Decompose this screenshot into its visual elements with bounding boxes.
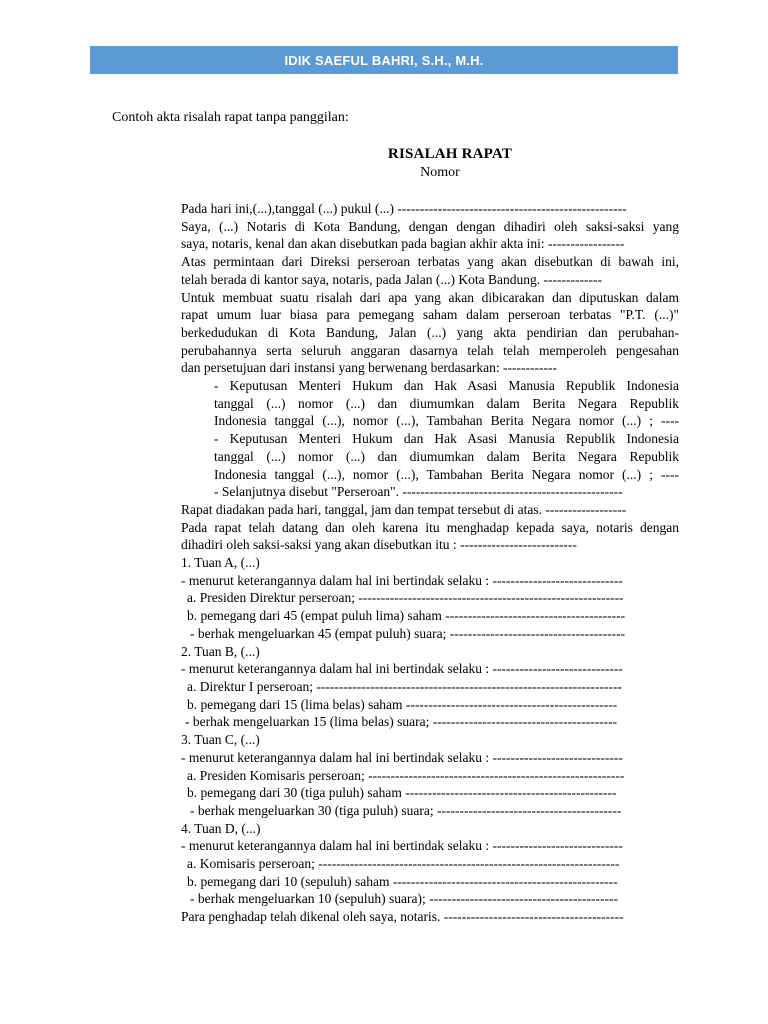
paragraph-line: Atas permintaan dari Direksi perseroan terbatas yang akan disebutkan di bawah ini, bbox=[181, 254, 679, 270]
party-detail-line: b. pemegang dari 10 (sepuluh) saham -------------------------------------------------- bbox=[187, 873, 618, 889]
party-detail-line: - menurut keterangannya dalam hal ini bertindak selaku : ----------------------------- bbox=[181, 572, 623, 588]
party-detail-line: - berhak mengeluarkan 45 (empat puluh) suara; --------------------------------------- bbox=[190, 625, 626, 641]
document-body bbox=[181, 200, 679, 926]
party-detail-line: - berhak mengeluarkan 10 (sepuluh) suara); ------------------------------------------ bbox=[190, 891, 618, 907]
paragraph-line: Para penghadap telah dikenal oleh saya, notaris. ---------------------------------------- bbox=[181, 909, 624, 925]
party-detail-line: b. pemegang dari 30 (tiga puluh) saham ----------------------------------------------- bbox=[187, 785, 617, 801]
paragraph-line: rapat umum luar biasa para pemegang saham dalam perseroan terbatas "P.T. (...)" bbox=[181, 307, 679, 323]
paragraph-line: perubahannya serta seluruh anggaran dasarnya telah telah memperoleh pengesahan bbox=[181, 342, 679, 358]
paragraph-line: telah berada di kantor saya, notaris, pada Jalan (...) Kota Bandung. ------------- bbox=[181, 271, 602, 287]
party-detail-line: a. Presiden Komisaris perseroan; --------------------------------------------------------- bbox=[187, 767, 625, 783]
paragraph-line: Pada rapat telah datang dan oleh karena itu menghadap kepada saya, notaris dengan bbox=[181, 519, 679, 535]
list-item-line: - Keputusan Menteri Hukum dan Hak Asasi Manusia Republik Indonesia bbox=[214, 431, 679, 447]
paragraph-line: berkedudukan di Kota Bandung, Jalan (...) yang akta pendirian dan perubahan- bbox=[181, 324, 679, 340]
party-detail-line: b. pemegang dari 45 (empat puluh lima) saham ---------------------------------------- bbox=[187, 608, 626, 624]
party-detail-line: - menurut keterangannya dalam hal ini bertindak selaku : ----------------------------- bbox=[181, 838, 623, 854]
paragraph-line: Rapat diadakan pada hari, tanggal, jam dan tempat tersebut di atas. ------------------ bbox=[181, 501, 627, 517]
paragraph-line: dihadiri oleh saksi-saksi yang akan disebutkan itu : -------------------------- bbox=[181, 537, 577, 553]
list-item-line: - Selanjutnya disebut "Perseroan". ------------------------------------------------- bbox=[214, 484, 623, 500]
intro-text: Contoh akta risalah rapat tanpa panggilan: bbox=[112, 110, 349, 125]
paragraph-line: Saya, (...) Notaris di Kota Bandung, dengan dengan dihadiri oleh saksi-saksi yang bbox=[181, 218, 679, 234]
party-detail-line: b. pemegang dari 15 (lima belas) saham ----------------------------------------------- bbox=[187, 696, 618, 712]
document-title: RISALAH RAPAT bbox=[387, 146, 513, 162]
header-banner bbox=[90, 46, 678, 74]
paragraph-line: Pada hari ini,(...),tanggal (...) pukul (...) --------------------------------------------------- bbox=[181, 201, 627, 216]
party-heading: 3. Tuan C, (...) bbox=[181, 732, 260, 748]
paragraph-line: dan persetujuan dari instansi yang berwenang berdasarkan: ------------ bbox=[181, 360, 557, 376]
party-heading: 2. Tuan B, (...) bbox=[181, 643, 260, 659]
document-number-label: Nomor bbox=[420, 165, 460, 180]
party-detail-line: a. Presiden Direktur perseroan; ----------------------------------------------------------- bbox=[187, 590, 624, 606]
party-detail-line: - menurut keterangannya dalam hal ini bertindak selaku : ----------------------------- bbox=[181, 661, 623, 677]
party-detail-line: - berhak mengeluarkan 15 (lima belas) suara; ----------------------------------------- bbox=[185, 714, 618, 730]
list-item-line: tanggal (...) nomor (...) dan diumumkan dalam Berita Negara Republik bbox=[214, 448, 679, 464]
party-detail-line: a. Komisaris perseroan; ------------------------------------------------------------------- bbox=[187, 856, 620, 872]
header-title: IDIK SAEFUL BAHRI, S.H., M.H. bbox=[284, 52, 484, 68]
party-detail-line: a. Direktur I perseroan; -------------------------------------------------------------------- bbox=[187, 678, 623, 694]
paragraph-line: saya, notaris, kenal dan akan disebutkan pada bagian akhir akta ini: ----------------- bbox=[181, 236, 625, 252]
list-item-line: Indonesia tanggal (...), nomor (...), Tambahan Berita Negara nomor (...) ; ---- bbox=[214, 466, 679, 482]
list-item-line: tanggal (...) nomor (...) dan diumumkan dalam Berita Negara Republik bbox=[214, 395, 679, 411]
list-item-line: Indonesia tanggal (...), nomor (...), Tambahan Berita Negara nomor (...) ; ---- bbox=[214, 413, 679, 429]
party-heading: 4. Tuan D, (...) bbox=[181, 820, 261, 836]
party-detail-line: - berhak mengeluarkan 30 (tiga puluh) suara; ----------------------------------------- bbox=[190, 802, 622, 818]
party-heading: 1. Tuan A, (...) bbox=[181, 555, 260, 571]
list-item-line: - Keputusan Menteri Hukum dan Hak Asasi Manusia Republik Indonesia bbox=[214, 378, 679, 394]
paragraph-line: Untuk membuat suatu risalah dari apa yang akan dibicarakan dan diputuskan dalam bbox=[181, 289, 679, 305]
party-detail-line: - menurut keterangannya dalam hal ini bertindak selaku : ----------------------------- bbox=[181, 749, 623, 765]
